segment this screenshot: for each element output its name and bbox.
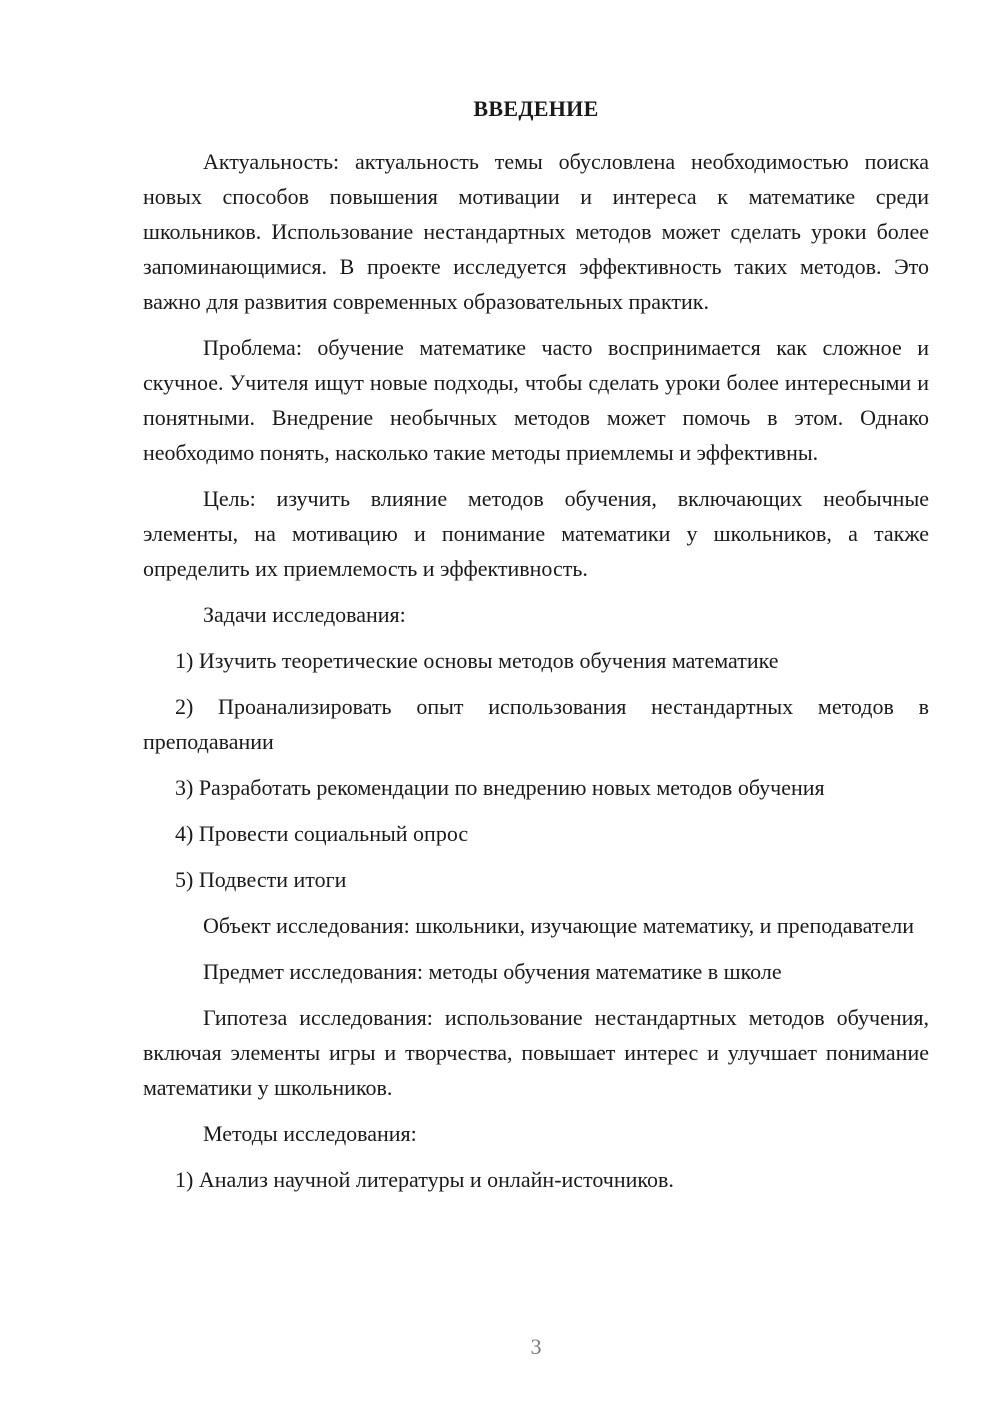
document-page — [143, 94, 929, 1208]
page-number: 3 — [530, 1334, 542, 1359]
task-item-4: 4) Провести социальный опрос — [175, 821, 469, 846]
methods-title: Методы исследования: — [203, 1121, 417, 1146]
paragraph-goal: Цель: изучить влияние методов обучения, включающих необычные элементы, на мотивацию и понимание математики у школьников, а также определить их приемлемость и эффективность. — [143, 486, 929, 581]
tasks-title: Задачи исследования: — [203, 602, 406, 627]
paragraph-problem: Проблема: обучение математике часто воспринимается как сложное и скучное. Учителя ищут новые подходы, чтобы сделать уроки более интересными и понятными. Внедрение необычных методов может помочь в этом. Однако необходимо понять, насколько такие методы приемлемы и эффективны. — [143, 335, 929, 465]
task-item-3: 3) Разработать рекомендации по внедрению новых методов обучения — [175, 775, 825, 800]
paragraph-relevance: Актуальность: актуальность темы обусловлена необходимостью поиска новых способов повышения мотивации и интереса к математике среди школьников. Использование нестандартных методов может сделать уроки более запоминающимися. В проекте исследуется эффективность таких методов. Это важно для развития современных образовательных практик. — [143, 149, 929, 314]
task-item-5: 5) Подвести итоги — [175, 867, 347, 892]
task-item-2: 2) Проанализировать опыт использования нестандартных методов в преподавании — [143, 694, 929, 754]
paragraph-object: Объект исследования: школьники, изучающие математику, и преподаватели — [203, 913, 914, 938]
paragraph-hypothesis: Гипотеза исследования: использование нестандартных методов обучения, включая элементы игры и творчества, повышает интерес и улучшает понимание математики у школьников. — [143, 1005, 929, 1100]
section-heading: ВВЕДЕНИЕ — [473, 96, 599, 121]
paragraph-subject: Предмет исследования: методы обучения математике в школе — [203, 959, 782, 984]
task-item-1: 1) Изучить теоретические основы методов обучения математике — [175, 648, 779, 673]
method-item-1: 1) Анализ научной литературы и онлайн-источников. — [175, 1167, 674, 1192]
